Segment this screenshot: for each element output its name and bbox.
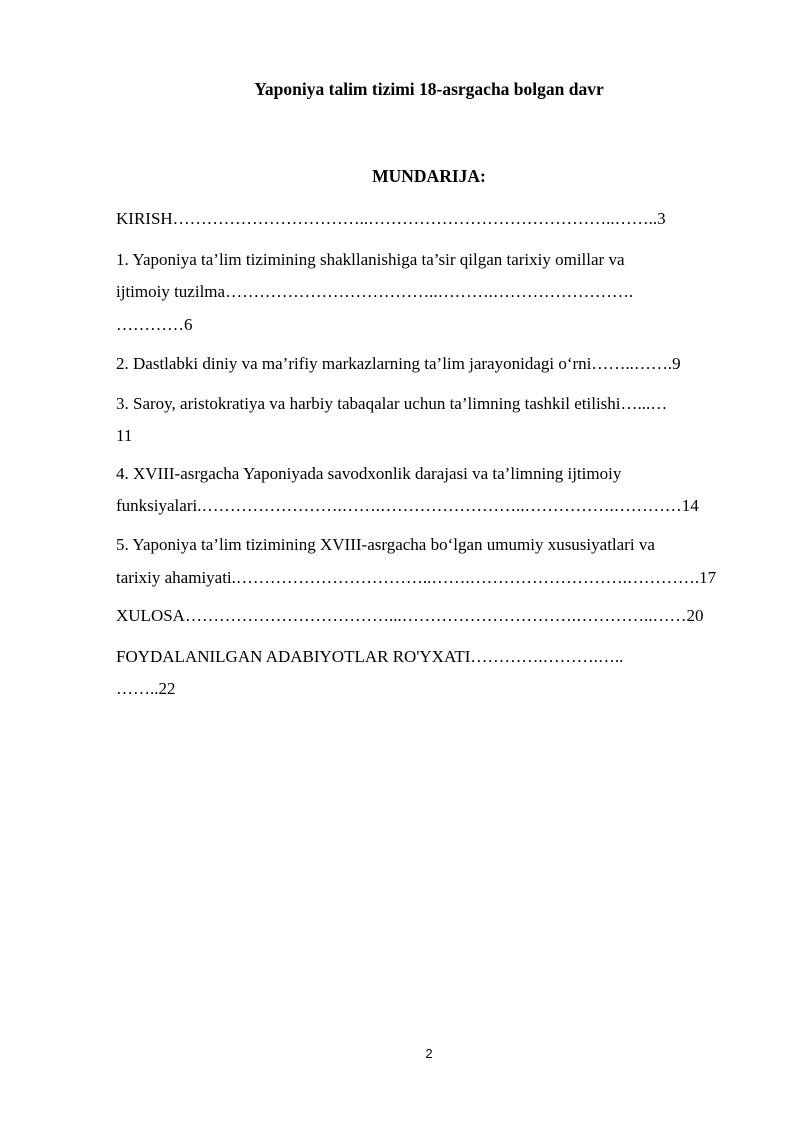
toc-entry-2: 2. Dastlabki diniy va ma’rifiy markazlarning ta’lim jarayonidagi o‘rni……..…….9 — [116, 354, 681, 373]
toc-entry-1-line-1: 1. Yaponiya ta’lim tizimining shakllanishiga ta’sir qilgan tarixiy omillar va — [116, 250, 625, 269]
toc-entry-adabiyotlar-line-1: FOYDALANILGAN ADABIYOTLAR RO'YXATI………….……….….. — [116, 647, 624, 666]
toc-entry-xulosa: XULOSA………………………………...………………………….…………..……20 — [116, 606, 704, 625]
page-number: 2 — [425, 1046, 433, 1061]
toc-entry-5-line-1: 5. Yaponiya ta’lim tizimining XVIII-asrgacha bo‘lgan umumiy xususiyatlari va — [116, 535, 655, 554]
toc-entry-1-line-3: …………6 — [116, 315, 193, 334]
toc-entry-4-line-1: 4. XVIII-asrgacha Yaponiyada savodxonlik darajasi va ta’limning ijtimoiy — [116, 464, 622, 483]
toc-entry-kirish: KIRISH……………………………..……………………………………..……..3 — [116, 209, 666, 228]
toc-entry-adabiyotlar-line-2: ……..22 — [116, 679, 176, 698]
toc-entry-4-line-2: funksiyalari.…………………….…….……………………..…………….…………14 — [116, 496, 699, 515]
toc-entry-3-line-2: 11 — [116, 426, 133, 445]
toc-heading: MUNDARIJA: — [372, 166, 486, 186]
toc-entry-5-line-2: tarixiy ahamiyati.……………………………..…….……………………….………….17 — [116, 568, 717, 587]
toc-entry-3-line-1: 3. Saroy, aristokratiya va harbiy tabaqalar uchun ta’limning tashkil etilishi…...… — [116, 394, 668, 413]
document-title: Yaponiya talim tizimi 18-asrgacha bolgan davr — [254, 79, 604, 99]
toc-entry-1-line-2: ijtimoiy tuzilma………………………………..……….……………………. — [116, 282, 634, 301]
